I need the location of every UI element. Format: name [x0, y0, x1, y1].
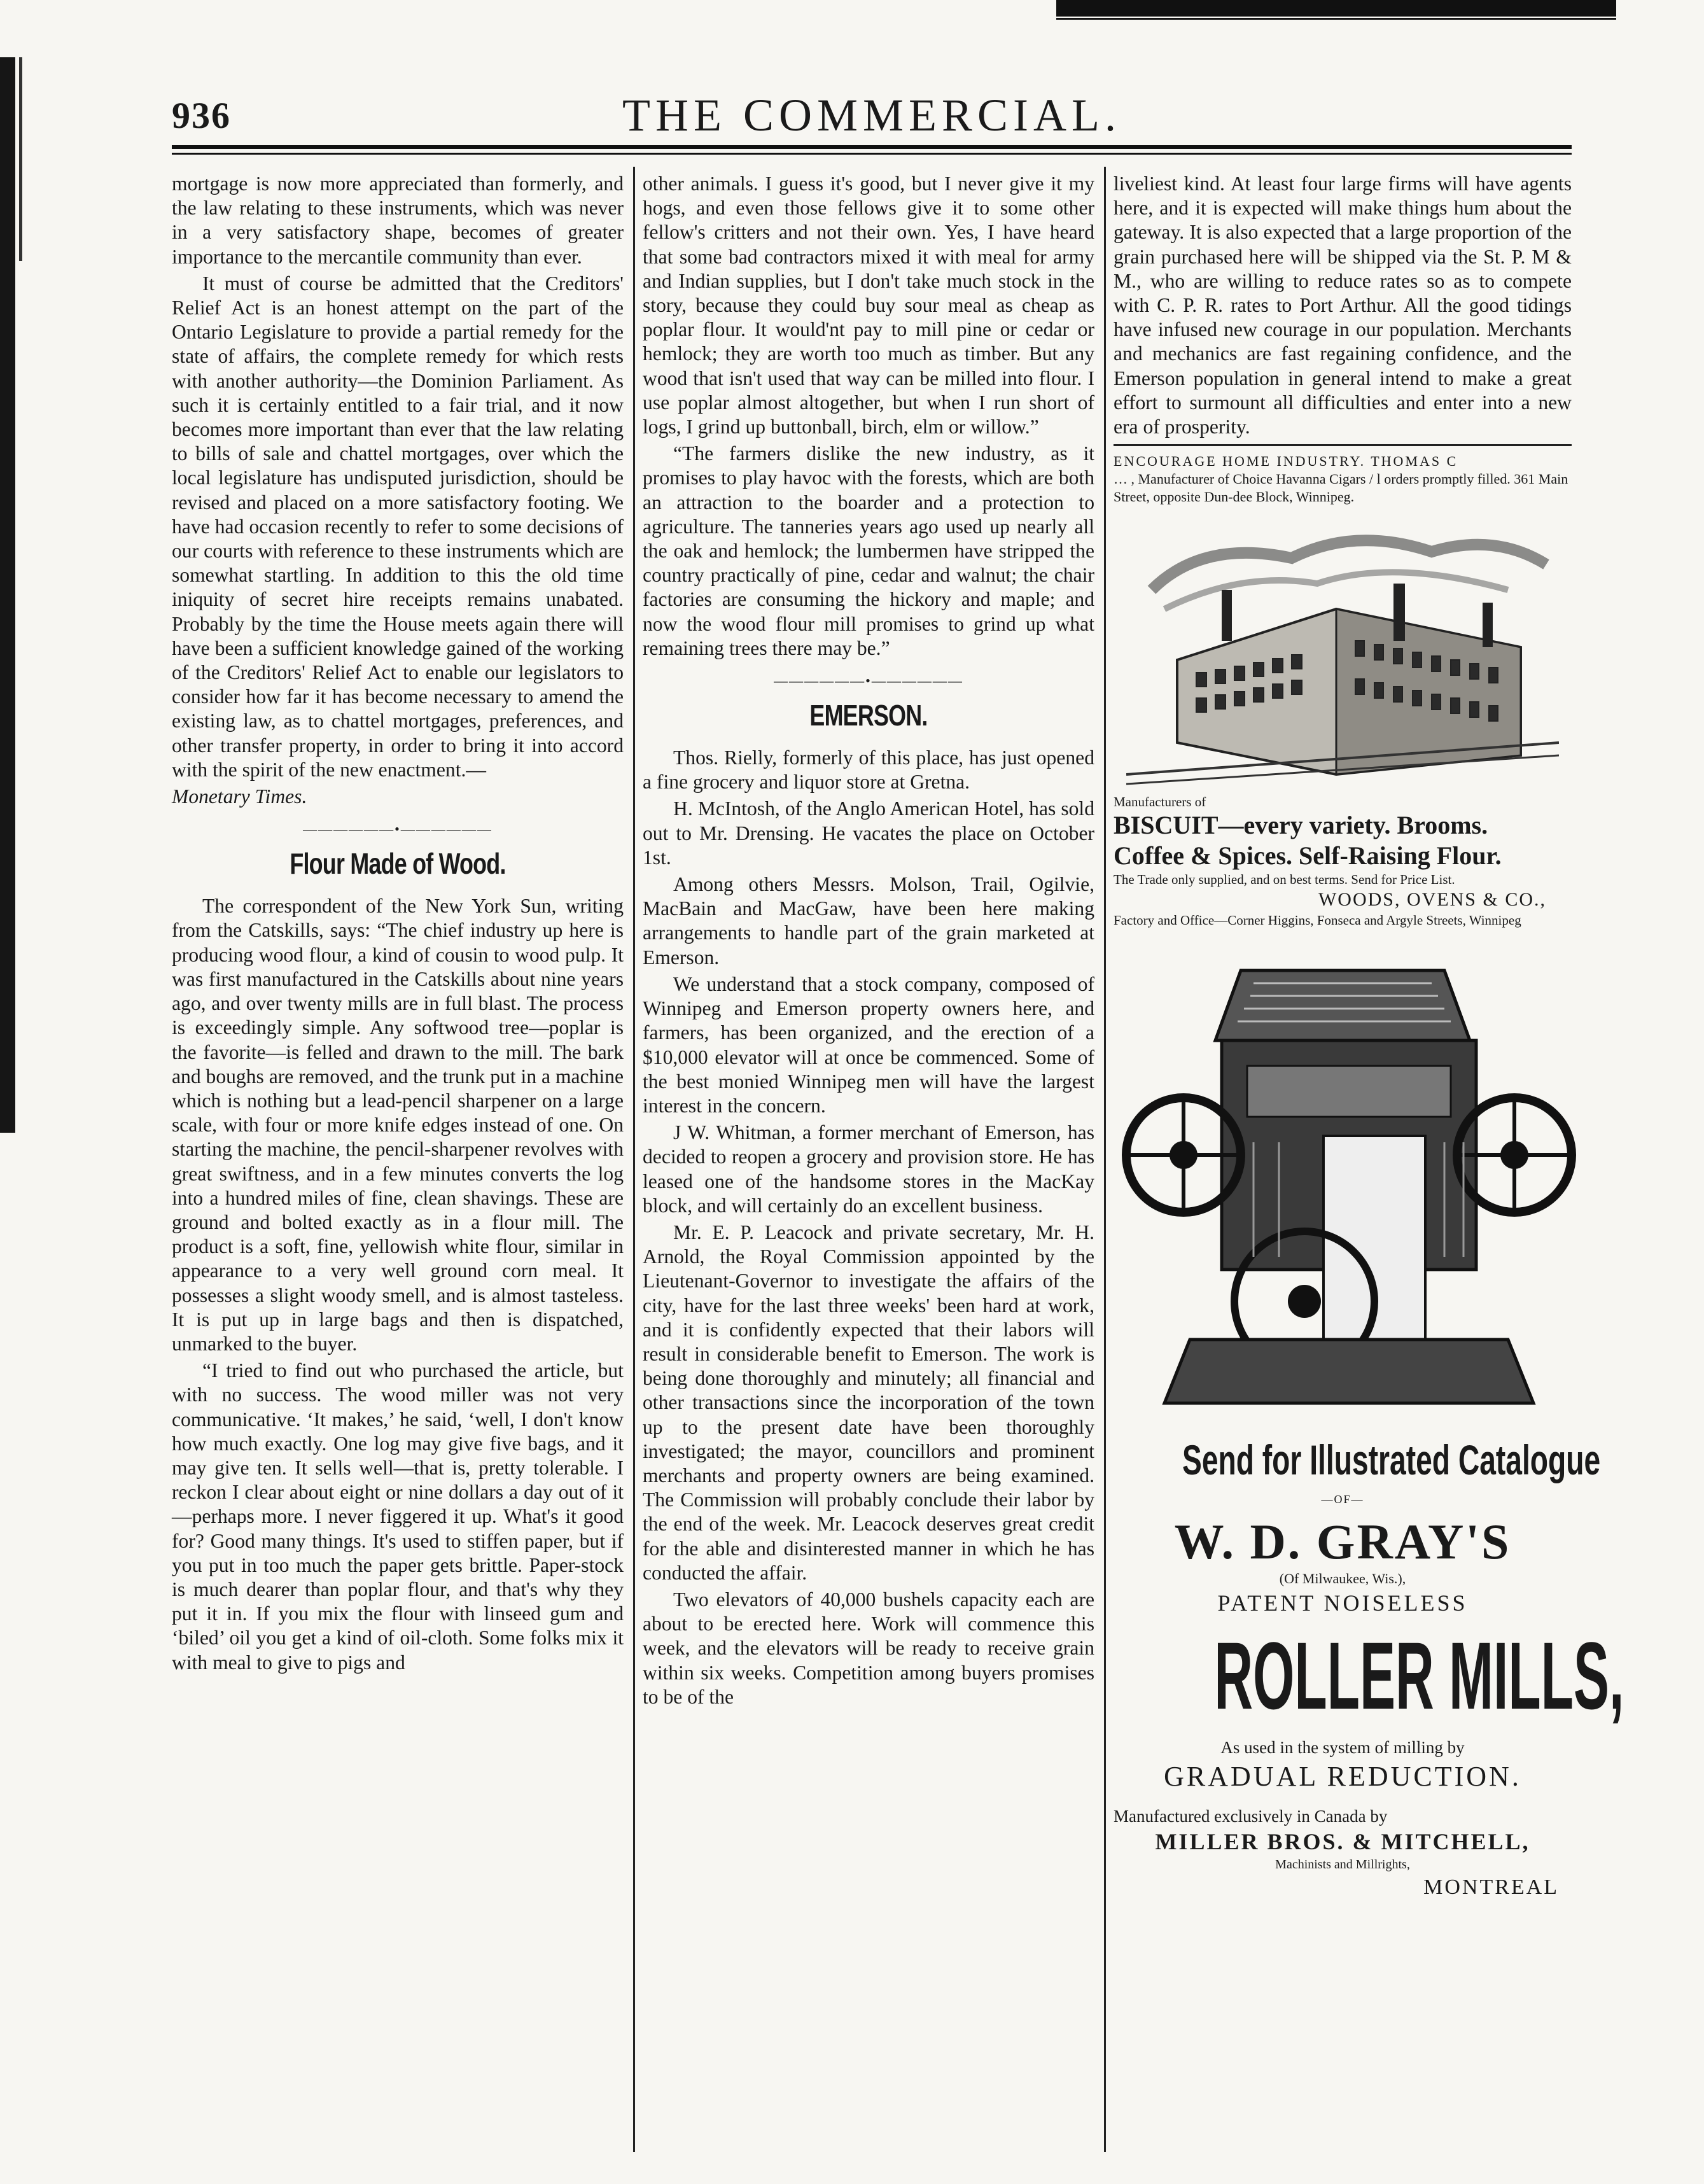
paragraph: “I tried to find out who purchased the article, but with no success. The wood miller was not very communicative. ‘It makes,’ he said, ‘well, I don't know how much exactly. One log may give five bags, and it may give ten. It sells well—that is, pretty tolerable. I reckon I clear about eight or nine dollars a day out of it—perhaps more. I never figgered it up. What's it good for? Good many things. It's used to stiffen paper, but if you put in too much the paper gets brittle. Paper-stock is much dearer than poplar flour, and that's why they put it in. If you mix the flour with linseed gum and ‘biled’ oil you get a kind of oil-cloth. Some folks mix it with meal to give to pigs and [172, 1359, 624, 1674]
binding-shadow-edge [19, 57, 22, 261]
column-3 [1114, 172, 1624, 1901]
header-rule-thin [172, 153, 1572, 155]
ad-rule [1114, 444, 1572, 446]
roller-ad-manufactured: Manufactured exclusively in Canada by [1114, 1806, 1388, 1826]
roller-ad-send: Send for Illustrated Catalogue [1182, 1436, 1601, 1484]
header-rule-thick [172, 145, 1572, 149]
roller-ad-used: As used in the system of milling by [1220, 1737, 1465, 1757]
biscuit-ad-label: Manufacturers of [1114, 794, 1206, 810]
cigar-ad-text: … , Manufacturer of Choice Havanna Cigars / l orders promptly filled. 361 Main Street, opposite Dun-dee Block, Winnipeg. [1114, 471, 1568, 505]
column-2 [643, 172, 1094, 1712]
top-border-bar [1056, 0, 1616, 17]
paragraph: The correspondent of the New York Sun, writing from the Catskills, says: “The chief industry up here is producing wood flour, a kind of cousin to wood pulp. It was first manufactured in the Catskills about nine years ago, and over twenty mills are in full blast. The process is exceedingly simple. Any softwood tree—poplar is the favorite—is felled and drawn to the mill. The bark and boughs are removed, and the trunk put in a machine which is nothing but a lead-pencil sharpener on a large scale, with four or more knife edges instead of one. On starting the machine, the pencil-sharpener revolves with great swiftness, and in a few minutes converts the log into a hundred miles of fine, clean shavings. These are ground and bolted exactly as in a flour mill. The product is a soft, fine, yellowish white flour, similar in appearance to a very well ground corn meal. It possesses a slight woody smell, and is almost tasteless. It is put up in large bags and then is dispatched, unmarked to the buyer. [172, 895, 624, 1355]
paragraph: Two elevators of 40,000 bushels capacity each are about to be erected here. Work will commence this week, and the elevators will be ready to receive grain within six weeks. Competition among buyers promises to be of the [643, 1588, 1094, 1708]
column-1 [172, 172, 624, 1677]
separator-ornament [172, 820, 624, 838]
roller-ad-roller-mills: ROLLER MILLS, [1214, 1621, 1624, 1729]
paragraph: We understand that a stock company, composed of Winnipeg and Emerson property owners here, and farmers, has been organized, and the erection of a $10,000 elevator will at once be commenced. Some of the best monied Winnipeg men will have the largest interest in the concern. [643, 972, 1094, 1117]
roller-mill-illustration [1114, 945, 1584, 1416]
section-heading-flour: Flour Made of Wood. [290, 847, 506, 881]
biscuit-ad-trade: The Trade only supplied, and on best terms. Send for Price List. [1114, 872, 1455, 888]
paragraph: Among others Messrs. Molson, Trail, Ogilvie, MacBain and MacGaw, have been here making arrangements to handle part of the grain marketed at Emerson. [643, 873, 1094, 969]
paragraph: Thos. Rielly, formerly of this place, has just opened a fine grocery and liquor store at Gretna. [643, 746, 1094, 794]
roller-ad-gradual: GRADUAL REDUCTION. [1164, 1760, 1521, 1792]
factory-illustration [1126, 514, 1559, 787]
paragraph: J W. Whitman, a former merchant of Emerson, has decided to reopen a grocery and provision store. He has leased one of the handsome stores in the MacKay block, and will certainly do an excellent business. [643, 1121, 1094, 1217]
paragraph: mortgage is now more appreciated than formerly, and the law relating to these instruments, which was never in a very satisfactory shape, becomes of greater importance to the mercantile community than ever. [172, 172, 624, 268]
paragraph: liveliest kind. At least four large firms will have agents here, and it is expected will make things hum about the gateway. It is also expected that a large proportion of the grain purchased here will be shipped via the St. P. M & M., who are willing to reduce rates so as to compete with C. P. R. rates to Port Arthur. All the good tidings have infused new courage in our population. Merchants and mechanics are fast regaining confidence, and the Emerson population in general intend to make a great effort to surmount all difficulties and enter into a new era of prosperity. [1114, 172, 1572, 438]
separator-ornament [643, 672, 1094, 690]
paragraph: Mr. E. P. Leacock and private secretary, Mr. H. Arnold, the Royal Commission appointed by the Lieutenant-Governor to investigate the affairs of the city, have for the last three weeks' been hard at work, and it is confidently expected that their labors will result in considerable benefit to Emerson. The work is being done thoroughly and minutely; all financial and other transactions since the incorporation of the town up to the present date have been thoroughly investigated; the mayor, councillors and prominent merchants and property owners are being examined. The Commission will probably conclude their labor by the end of the week. Mr. Leacock deserves great credit for the able and disinterested manner in which he has conducted the affair. [643, 1221, 1094, 1584]
biscuit-ad-line-1: BISCUIT—every variety. Brooms. [1114, 811, 1488, 840]
roller-ad-montreal: MONTREAL [1423, 1875, 1559, 1899]
roller-ad-machinists: Machinists and Millrights, [1275, 1857, 1410, 1872]
column-rule-2 [1104, 167, 1106, 2152]
top-border-line [1056, 18, 1616, 20]
biscuit-ad-firm: WOODS, OVENS & CO., [1318, 889, 1546, 911]
roller-ad-patent: PATENT NOISELESS [1217, 1590, 1468, 1616]
cigar-ad-title: ENCOURAGE HOME INDUSTRY. THOMAS C [1114, 453, 1458, 470]
cigar-advertisement [1114, 452, 1572, 506]
roller-ad-milwaukee: (Of Milwaukee, Wis.), [1279, 1570, 1406, 1586]
biscuit-ad-line-2: Coffee & Spices. Self-Raising Flour. [1114, 841, 1502, 871]
paragraph: H. McIntosh, of the Anglo American Hotel, has sold out to Mr. Drensing. He vacates the place on October 1st. [643, 797, 1094, 869]
biscuit-advertisement [1114, 794, 1572, 928]
section-heading-emerson: EMERSON. [809, 699, 928, 732]
roller-ad-miller: MILLER BROS. & MITCHELL, [1155, 1828, 1530, 1854]
masthead-title: THE COMMERCIAL. [622, 90, 1121, 141]
roller-mill-advertisement [1114, 1435, 1624, 1901]
column-rule-1 [633, 167, 635, 2152]
paragraph: other animals. I guess it's good, but I never give it my hogs, and even those fellows give it to some other fellow's critters and not their own. Yes, I have heard that some bad contractors mixed it with meal for army and Indian supplies, but I don't take much stock in the story, because they could buy sour meal as cheap as poplar flour. It would'nt pay to mill pine or cedar or hemlock; they are worth too much as timber. But any wood that isn't used that way can be milled into flour. I use poplar almost altogether, but when I run short of logs, I grind up buttonball, birch, elm or willow.” [643, 172, 1094, 438]
roller-ad-or: —OF— [1321, 1493, 1364, 1506]
biscuit-ad-address: Factory and Office—Corner Higgins, Fonseca and Argyle Streets, Winnipeg [1114, 913, 1521, 928]
paragraph: It must of course be admitted that the Creditors' Relief Act is an honest attempt on the part of the Ontario Legislature to provide a partial remedy for the state of affairs, the complete remedy for which rests with another authority—the Dominion Parliament. As such it is certainly entitled to a fair trial, and it now becomes more important than ever that the law relating to bills of sale and chattel mortgages, over which the local legislature has undisputed jurisdiction, should be revised and placed on a more satisfactory footing. We have had occasion recently to refer to some decisions of our courts with reference to these instruments which are somewhat startling. In addition to this the old time iniquity of secret hire receipts remains unabated. Probably by the time the House meets again there will have been a sufficient knowledge gained of the working of the Creditors' Relief Act to enable our legislators to consider how far it has become necessary to amend the existing law, as to chattel mortgages, preferences, and other transfer property, in order to bring it into accord with the spirit of the new enactment.— [172, 272, 624, 781]
roller-ad-gray: W. D. GRAY'S [1174, 1513, 1511, 1569]
source-credit: Monetary Times. [172, 785, 307, 808]
paragraph: “The farmers dislike the new industry, as it promises to play havoc with the forests, which are both an attraction to the boarder and a protection to agriculture. The tanneries years ago used up nearly all the oak and hemlock; the lumbermen have stripped the country practically of pine, cedar and walnut; the chair factories are consuming the hickory and maple; and now the wood flour mill promises to grind up what remaining trees there may be.” [643, 442, 1094, 659]
binding-shadow [0, 57, 15, 1133]
page-number: 936 [172, 95, 231, 136]
